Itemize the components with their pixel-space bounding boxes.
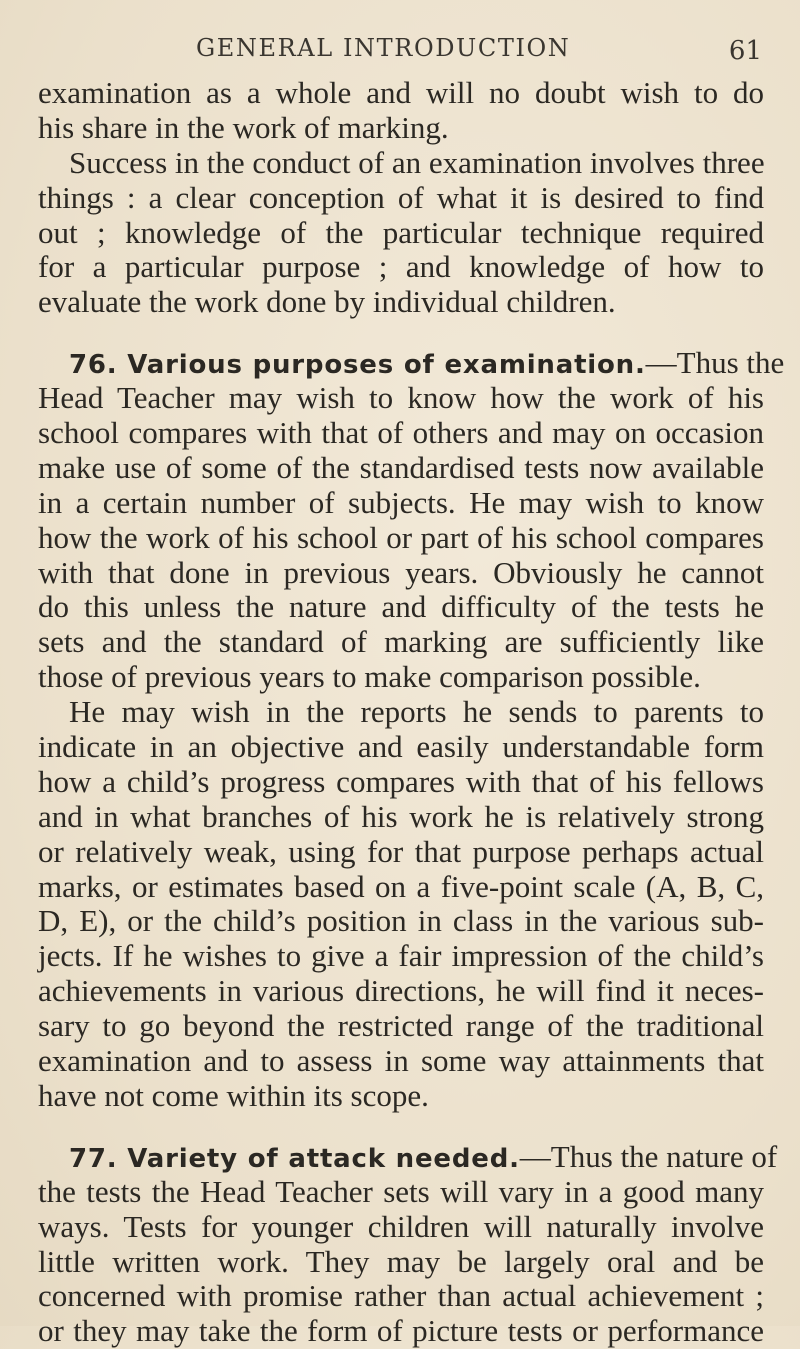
text-line: how the work of his school or part of his school compares xyxy=(38,519,764,555)
text-line: do this unless the nature and difficulty of the tests he xyxy=(38,589,764,625)
text-line: He may wish in the reports he sends to parents to xyxy=(69,694,764,730)
text-line: out ; knowledge of the particular technique required xyxy=(38,214,764,250)
text-line: have not come within its scope. xyxy=(38,1077,429,1113)
running-title: GENERAL INTRODUCTION xyxy=(196,34,571,62)
text-run: —Thus the nature of xyxy=(519,1138,778,1174)
section-first-line xyxy=(38,345,785,381)
text-line: indicate in an objective and easily understandable form xyxy=(38,729,764,765)
text-line: or they may take the form of picture tests or performance xyxy=(38,1313,764,1349)
section-gap xyxy=(38,320,764,346)
body-text xyxy=(38,75,785,1349)
text-line: school compares with that of others and may on occasion xyxy=(38,415,764,451)
text-line: make use of some of the standardised tests now available xyxy=(38,449,764,485)
page-number: 61 xyxy=(728,36,762,66)
text-line: sary to go beyond the restricted range of the traditional xyxy=(38,1008,764,1044)
text-line: little written work. They may be largely oral and be xyxy=(38,1243,764,1279)
text-line: those of previous years to make comparison possible. xyxy=(38,659,701,695)
text-line: how a child’s progress compares with that of his fellows xyxy=(38,763,764,799)
section-gap xyxy=(38,1114,764,1140)
text-line: for a particular purpose ; and knowledge of how to xyxy=(38,249,764,285)
text-line: concerned with promise rather than actual achievement ; xyxy=(38,1278,764,1314)
text-line: his share in the work of marking. xyxy=(38,109,449,145)
text-line: evaluate the work done by individual children. xyxy=(38,284,616,320)
section-first-line xyxy=(38,1138,778,1175)
text-line: and in what branches of his work he is relatively strong xyxy=(38,798,764,834)
text-line: achievements in various directions, he will find it neces- xyxy=(38,973,764,1009)
text-line: or relatively weak, using for that purpose perhaps actual xyxy=(38,833,764,869)
text-line: things : a clear conception of what it is desired to find xyxy=(38,179,764,215)
text-run: —Thus the xyxy=(645,345,785,381)
text-line: examination and to assess in some way attainments that xyxy=(38,1043,764,1079)
running-head xyxy=(0,34,800,68)
text-line: the tests the Head Teacher sets will vary in a good many xyxy=(38,1173,764,1209)
text-line: examination as a whole and will no doubt wish to do xyxy=(38,75,764,110)
text-line: D, E), or the child’s position in class in the various sub- xyxy=(38,903,764,939)
text-line: Head Teacher may wish to know how the work of his xyxy=(38,380,764,416)
text-line: Success in the conduct of an examination involves three xyxy=(69,144,765,180)
text-line: with that done in previous years. Obviously he cannot xyxy=(38,554,764,590)
text-line: in a certain number of subjects. He may wish to know xyxy=(38,484,764,520)
text-line: ways. Tests for younger children will naturally involve xyxy=(38,1208,764,1244)
section-heading-76: 76. Various purposes of examination. xyxy=(69,350,646,381)
section-heading-77: 77. Variety of attack needed. xyxy=(69,1143,520,1174)
text-line: marks, or estimates based on a five-point scale (A, B, C, xyxy=(38,868,764,904)
text-line: sets and the standard of marking are sufficiently like xyxy=(38,624,764,660)
text-line: jects. If he wishes to give a fair impression of the child’s xyxy=(38,938,764,974)
